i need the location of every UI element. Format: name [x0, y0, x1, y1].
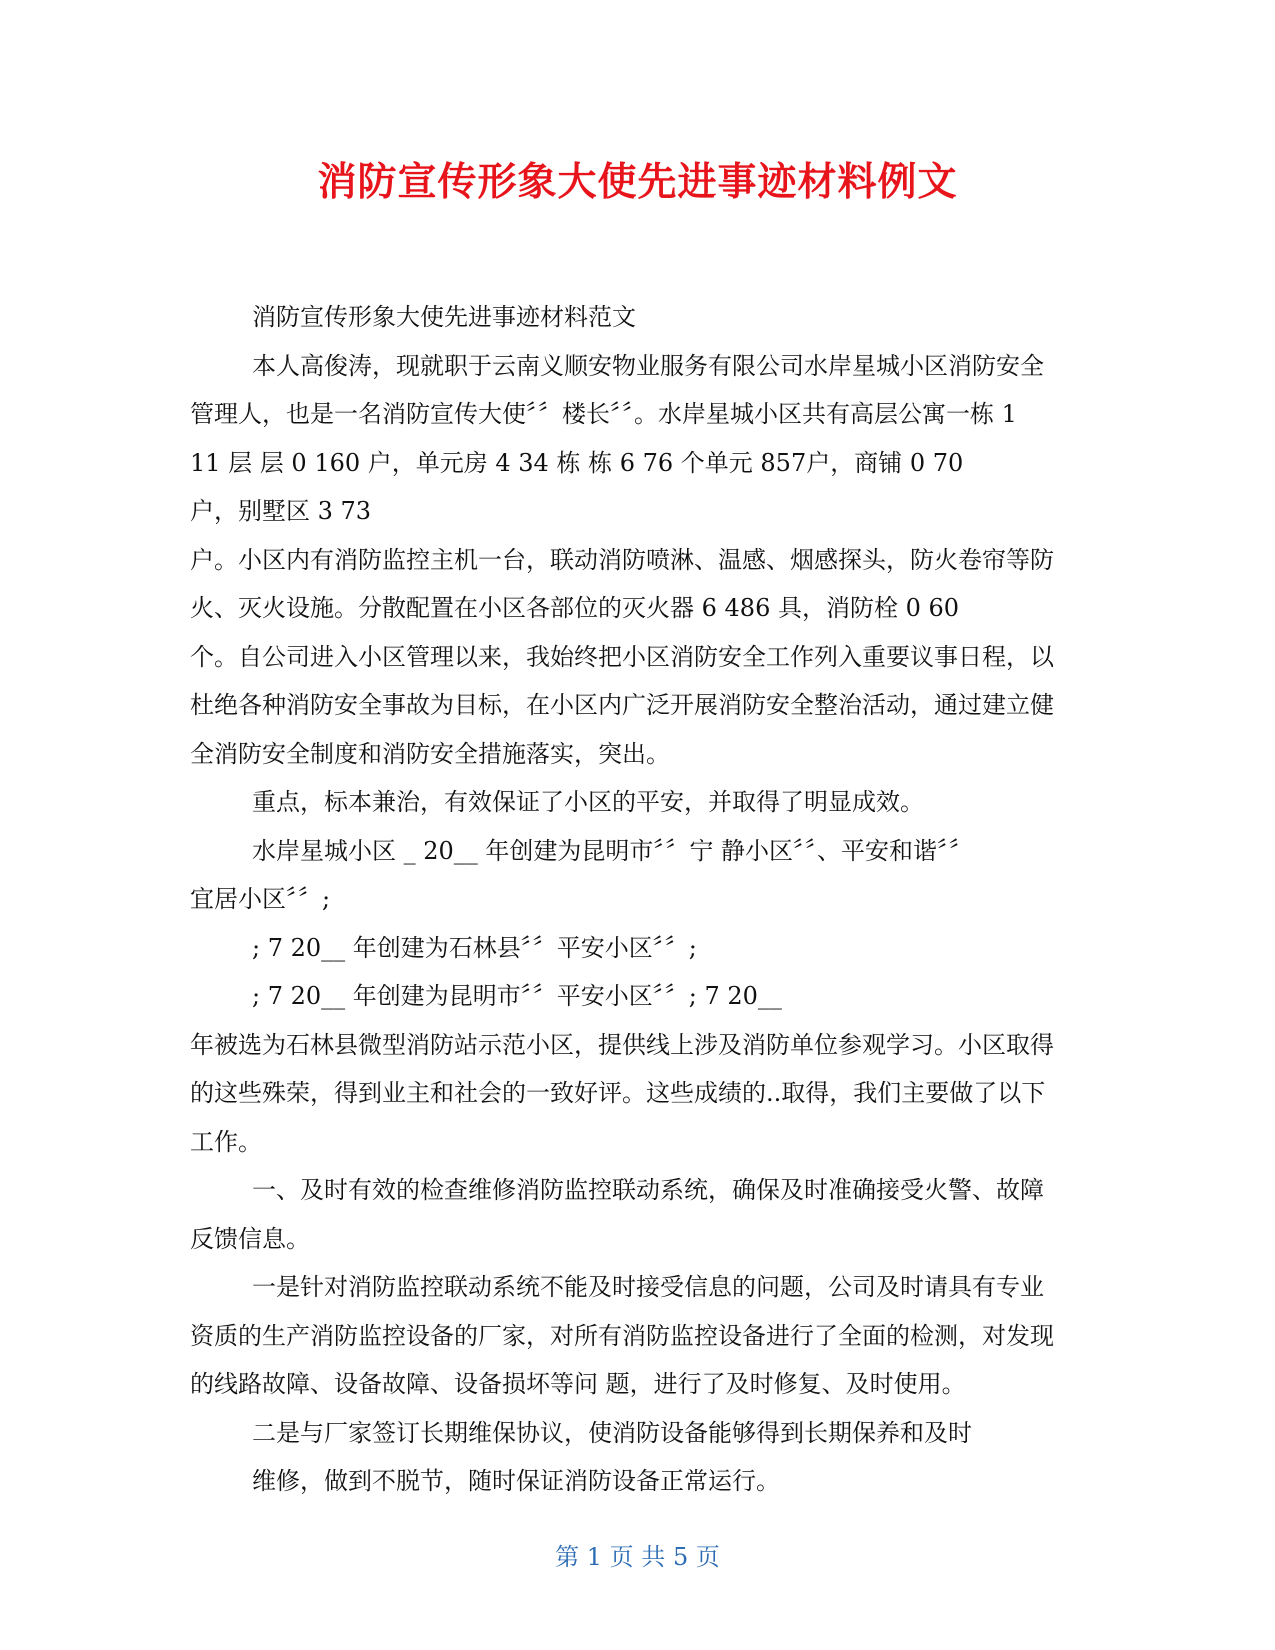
paragraph-line: 的线路故障、设备故障、设备损坏等问 题，进行了及时修复、及时使用。 [190, 1370, 966, 1398]
paragraph-line: 水岸星城小区 _ 20__ 年创建为昆明市〞〞宁 静小区〞〞、平安和谐〞〞 [252, 836, 974, 865]
paragraph-line: 个。自公司进入小区管理以来，我始终把小区消防安全工作列入重要议事日程，以 [190, 642, 1054, 671]
paragraph-line: 户。小区内有消防监控主机一台，联动消防喷淋、温感、烟感探头，防火卷帘等防 [190, 545, 1054, 574]
document-body [190, 293, 1095, 1506]
paragraph-line: 维修，做到不脱节，随时保证消防设备正常运行。 [252, 1467, 780, 1495]
document-title: 消防宣传形象大使先进事迹材料例文 [317, 160, 958, 205]
paragraph-line: 消防宣传形象大使先进事迹材料范文 [252, 303, 636, 331]
paragraph-line: 本人高俊涛，现就职于云南义顺安物业服务有限公司水岸星城小区消防安全 [252, 351, 1044, 380]
paragraph-line: 资质的生产消防监控设备的厂家，对所有消防监控设备进行了全面的检测，对发现 [190, 1321, 1054, 1350]
paragraph-line: 二是与厂家签订长期维保协议，使消防设备能够得到长期保养和及时 [252, 1418, 972, 1447]
paragraph-line: 管理人，也是一名消防宣传大使〞〞楼长〞〞。水岸星城小区共有高层公寓一栋 1 [190, 400, 1017, 428]
paragraph-line: 户，别墅区 3 73 [190, 497, 372, 525]
paragraph-line: 的这些殊荣，得到业主和社会的一致好评。这些成绩的..取得，我们主要做了以下 [190, 1079, 1046, 1107]
page-footer: 第 1 页 共 5 页 [555, 1543, 720, 1571]
paragraph-line: ; 7 20__ 年创建为昆明市〞〞平安小区〞〞; 7 20__ [252, 982, 782, 1010]
paragraph-line: 一、及时有效的检查维修消防监控联动系统，确保及时准确接受火警、故障 [252, 1176, 1044, 1204]
paragraph-line: 一是针对消防监控联动系统不能及时接受信息的问题，公司及时请具有专业 [252, 1273, 1044, 1301]
paragraph-line: 反馈信息。 [190, 1224, 310, 1253]
paragraph-line: ; 7 20__ 年创建为石林县〞〞平安小区〞〞; [252, 933, 697, 962]
paragraph-line: 11 层 层 0 160 户，单元房 4 34 栋 栋 6 76 个单元 857户，商铺 0 70 [190, 448, 964, 477]
paragraph-line: 宜居小区〞〞; [190, 885, 331, 913]
paragraph-line: 工作。 [190, 1127, 262, 1156]
paragraph-line: 杜绝各种消防安全事故为目标，在小区内广泛开展消防安全整治活动，通过建立健 [190, 691, 1054, 719]
paragraph-line: 年被选为石林县微型消防站示范小区，提供线上涉及消防单位参观学习。小区取得 [190, 1030, 1054, 1059]
paragraph-line: 火、灭火设施。分散配置在小区各部位的灭火器 6 486 具，消防栓 0 60 [190, 594, 960, 622]
paragraph-line: 重点，标本兼治，有效保证了小区的平安，并取得了明显成效。 [252, 788, 924, 816]
paragraph-line: 全消防安全制度和消防安全措施落实，突出。 [190, 739, 670, 768]
